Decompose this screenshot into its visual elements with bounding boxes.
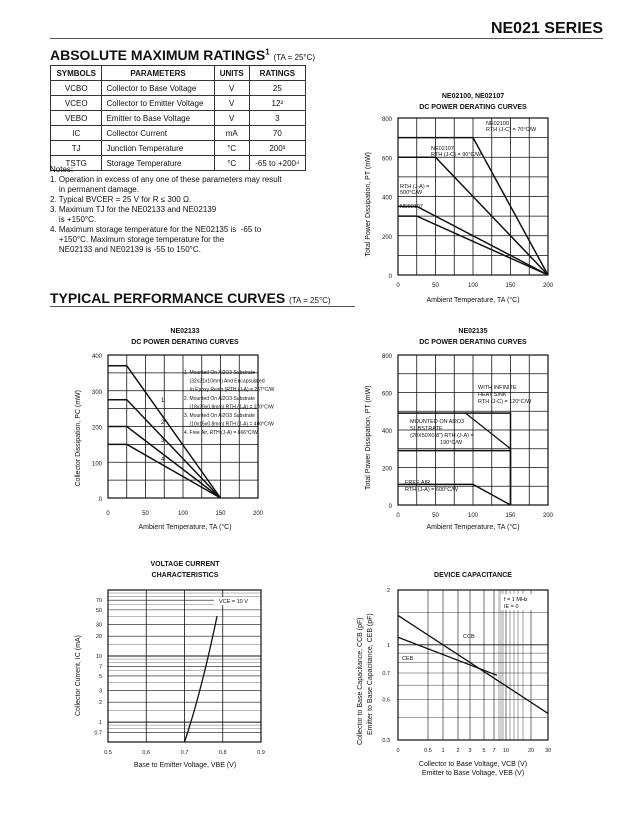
abs-max-heading: ABSOLUTE MAXIMUM RATINGS$^1$ (TA = 25°C) bbox=[50, 47, 316, 63]
table-cell: 25 bbox=[249, 81, 305, 96]
chart5-xtick: 0 bbox=[396, 748, 400, 754]
chart5-curve-ccb bbox=[398, 615, 548, 713]
chart3-ann: RTH (J-A) = 600°C/W bbox=[405, 487, 458, 493]
chart1-ytick: 400 bbox=[381, 195, 392, 202]
chart2-ytick: 300 bbox=[91, 389, 102, 396]
table-cell: V bbox=[214, 81, 249, 96]
chart2-legend-line: (32x21x10mm) And Encapsulated bbox=[184, 378, 265, 385]
chart1-xtick: 200 bbox=[542, 283, 554, 289]
table-cell: Collector to Base Voltage bbox=[102, 81, 214, 96]
table-cell: mA bbox=[214, 126, 249, 141]
notes-title: Notes: bbox=[50, 165, 74, 174]
chart5-xtick: 5 bbox=[482, 748, 486, 754]
chart1-ylabel: Total Power Dissipation, PT (mW) bbox=[365, 151, 372, 257]
chart2-ytick: 200 bbox=[91, 425, 102, 432]
chart3-ylabel: Total Power Dissipation, PT (mW) bbox=[365, 385, 372, 490]
chart3-ytick: 200 bbox=[381, 466, 392, 473]
chart5-xtick: 1 bbox=[441, 748, 445, 754]
table-cell: 12² bbox=[249, 96, 305, 111]
chart5-ytick: 1 bbox=[386, 642, 390, 649]
chart5-ccb-label: CCB bbox=[463, 634, 475, 640]
chart1-ann: NE02107 bbox=[400, 204, 423, 210]
chart4-ytick: 2 bbox=[98, 700, 102, 707]
chart3-ann: (20X50X0.8") RTH (J-A) = bbox=[410, 433, 474, 439]
chart2-ytick: 100 bbox=[91, 461, 102, 468]
chart5-xtick: 0.5 bbox=[424, 748, 432, 754]
chart3-curve-heatsink-slope bbox=[466, 413, 511, 449]
chart3-xtick: 0 bbox=[396, 513, 400, 519]
chart4-xtick: 0.8 bbox=[218, 750, 227, 756]
chart2-curve-label: 3 bbox=[161, 438, 165, 444]
chart3-xtick: 150 bbox=[505, 513, 516, 519]
table-header-cell: PARAMETERS bbox=[102, 66, 214, 81]
chart3-xtick: 200 bbox=[542, 513, 554, 519]
chart3-ann: SUBSTRATE bbox=[410, 426, 443, 432]
table-cell: Collector to Emitter Voltage bbox=[102, 96, 214, 111]
chart4-curve bbox=[185, 616, 218, 742]
table-cell: TSTG bbox=[51, 156, 102, 171]
note-line: 2. Typical BVCER = 25 V for R ≤ 300 Ω. bbox=[50, 195, 192, 204]
note-line: is +150°C. bbox=[50, 215, 97, 224]
chart4-ytick: 10 bbox=[95, 654, 102, 661]
chart2-xtick: 0 bbox=[106, 511, 110, 517]
chart1-ann: RTH (J-A) = bbox=[400, 184, 430, 190]
chart3-xlabel: Ambient Temperature, TA (°C) bbox=[426, 524, 520, 531]
chart4-ytick: 3 bbox=[98, 688, 102, 695]
chart5-title: DEVICE CAPACITANCE bbox=[434, 572, 512, 579]
chart1-subtitle: DC POWER DERATING CURVES bbox=[419, 104, 527, 111]
chart3-ann: HEAT SINK bbox=[478, 392, 507, 398]
chart3-ytick: 800 bbox=[381, 354, 392, 360]
chart2-xtick: 100 bbox=[177, 511, 189, 517]
chart5-ylabel2: Emitter to Base Capacitance, CEB (pF) bbox=[367, 613, 374, 735]
table-cell: °C bbox=[214, 141, 249, 156]
chart2-legend-line: In Epoxy Resin (RTH (J-A) = 267°C/W bbox=[184, 387, 275, 394]
chart2-title: NE02133 bbox=[170, 328, 200, 335]
table-header-cell: SYMBOLS bbox=[51, 66, 102, 81]
chart1-ann: RTH (J-C) = 90°C/W bbox=[431, 152, 482, 158]
chart2-legend-line: 4. Free Air, RTH (J-A) = 666°C/W bbox=[184, 430, 258, 437]
chart2-xtick: 150 bbox=[215, 511, 226, 517]
chart4-ytick: 1 bbox=[98, 720, 102, 727]
chart3-ann: WITH INFINITE bbox=[478, 385, 517, 391]
table-cell: VCEO bbox=[51, 96, 102, 111]
chart2-curve-label: 2 bbox=[161, 420, 165, 426]
chart5-ytick: 0.7 bbox=[382, 671, 390, 678]
chart4-ann: VCE = 10 V bbox=[219, 599, 248, 605]
chart5-xtick: 7 bbox=[492, 748, 496, 754]
chart2-ytick: 400 bbox=[91, 354, 102, 360]
table-cell: V bbox=[214, 96, 249, 111]
chart5-ylabel1: Collector to Base Capacitance, CCB (pF) bbox=[357, 617, 364, 745]
series-title: NE021 SERIES bbox=[490, 20, 603, 37]
chart1-ytick: 600 bbox=[381, 156, 392, 163]
table-cell: VEBO bbox=[51, 111, 102, 126]
note-line: in permanent damage. bbox=[50, 185, 139, 194]
chart5-ytick: 0.5 bbox=[382, 697, 390, 704]
chart2-ylabel: Collector Dissipation, PC (mW) bbox=[75, 390, 82, 487]
chart2-curve-label: 4 bbox=[161, 457, 165, 463]
chart4-xtick: 0.6 bbox=[142, 750, 151, 756]
table-cell: Collector Current bbox=[102, 126, 214, 141]
chart2-xtick: 50 bbox=[142, 511, 149, 517]
chart3-ann: 190°C/W bbox=[440, 440, 463, 446]
chart3-ann: FREE AIR bbox=[405, 480, 431, 486]
table-cell: VCBO bbox=[51, 81, 102, 96]
chart4-title: VOLTAGE CURRENT bbox=[150, 561, 220, 568]
chart4-ytick: 5 bbox=[98, 673, 102, 680]
chart4-ylabel: Collector Current, IC (mA) bbox=[75, 635, 82, 716]
chart5-xtick: 20 bbox=[527, 748, 535, 754]
table-cell: -65 to +200⁴ bbox=[249, 156, 305, 171]
chart1-title: NE02100, NE02107 bbox=[441, 93, 505, 100]
chart2-legend-line: 3. Mounted On Al2O3 Substrate bbox=[184, 413, 255, 419]
table-cell: IC bbox=[51, 126, 102, 141]
chart2-xtick: 200 bbox=[252, 511, 264, 517]
chart1-xtick: 100 bbox=[467, 283, 479, 289]
chart3-subtitle: DC POWER DERATING CURVES bbox=[419, 339, 527, 346]
chart5-ceb-label: CEB bbox=[402, 656, 414, 662]
chart3-ytick: 0 bbox=[388, 504, 392, 510]
chart5-ytick: 2 bbox=[386, 588, 390, 594]
chart5-ann: IE = 0 bbox=[504, 604, 519, 610]
chart1-ann: NE02107 bbox=[431, 146, 454, 152]
chart3-ann: MOUNTED ON Al2O3 bbox=[410, 419, 465, 425]
chart4-ytick: 7 bbox=[98, 664, 102, 671]
note-line: +150°C. Maximum storage temperature for the bbox=[50, 235, 225, 244]
table-cell: V bbox=[214, 111, 249, 126]
chart5-xtick: 30 bbox=[544, 748, 552, 754]
chart4-xtick: 0.9 bbox=[257, 750, 265, 756]
table-cell: Junction Temperature bbox=[102, 141, 214, 156]
chart5-ytick: 0.3 bbox=[382, 738, 390, 744]
chart4-xlabel: Base to Emitter Voltage, VBE (V) bbox=[133, 762, 237, 769]
chart3-ann: RTH (J-C) = 120°C/W bbox=[478, 399, 532, 405]
chart2-xlabel: Ambient Temperature, TA (°C) bbox=[138, 524, 232, 531]
chart1-ytick: 800 bbox=[381, 117, 392, 123]
chart1-xtick: 0 bbox=[396, 283, 400, 289]
chart1-ann: NE02100 bbox=[486, 121, 509, 127]
table-header-cell: UNITS bbox=[214, 66, 249, 81]
chart4-ytick: 70 bbox=[95, 598, 102, 605]
table-cell: TJ bbox=[51, 141, 102, 156]
chart2-curve-label: 1 bbox=[161, 398, 165, 404]
table-cell: Emitter to Base Voltage bbox=[102, 111, 214, 126]
chart3-ytick: 400 bbox=[381, 429, 392, 435]
table-cell: 70 bbox=[249, 126, 305, 141]
chart4-xtick: 0.5 bbox=[104, 750, 112, 756]
chart4-xtick: 0.7 bbox=[180, 750, 189, 756]
chart3-xtick: 100 bbox=[467, 513, 479, 519]
chart2-legend-line: (18x29x0.8mm) RTH (J-A) = 370°C/W bbox=[184, 404, 274, 411]
chart2-subtitle: DC POWER DERATING CURVES bbox=[131, 339, 239, 346]
chart5-xtick: 10 bbox=[502, 748, 510, 754]
chart2-ytick: 0 bbox=[98, 497, 102, 503]
chart3-xtick: 50 bbox=[432, 513, 439, 519]
chart1-xtick: 50 bbox=[432, 283, 439, 289]
chart5-ann: f = 1 MHz bbox=[504, 597, 528, 603]
chart4-ytick: 30 bbox=[95, 622, 102, 629]
table-cell: 200³ bbox=[249, 141, 305, 156]
chart4-ytick: 50 bbox=[95, 607, 102, 614]
chart4-subtitle: CHARACTERISTICS bbox=[151, 572, 219, 579]
chart1-xlabel: Ambient Temperature, TA (°C) bbox=[426, 297, 520, 304]
note-line: 3. Maximum TJ for the NE02133 and NE02139 bbox=[50, 205, 217, 214]
chart1-ann: RTH (J-C) = 70°C/W bbox=[486, 127, 537, 133]
chart5-xtick: 2 bbox=[456, 748, 460, 754]
chart5-xlabel1: Collector to Base Voltage, VCB (V) bbox=[418, 761, 528, 768]
chart5-xlabel2: Emitter to Base Voltage, VEB (V) bbox=[421, 770, 525, 777]
chart5-xtick: 3 bbox=[468, 748, 472, 754]
note-line: 1. Operation in excess of any one of these parameters may result bbox=[50, 175, 282, 184]
chart1-xtick: 150 bbox=[505, 283, 516, 289]
chart1-ytick: 200 bbox=[381, 234, 392, 241]
chart3-ytick: 600 bbox=[381, 391, 392, 398]
typical-heading: TYPICAL PERFORMANCE CURVES (TA = 25°C) bbox=[50, 290, 331, 306]
chart2-legend-line: (10x15x0.8mm) RTH (J-A) = 490°C/W bbox=[184, 421, 274, 428]
chart1-ytick: 0 bbox=[388, 274, 392, 280]
table-cell: °C bbox=[214, 156, 249, 171]
chart3-title: NE02135 bbox=[458, 328, 488, 335]
chart1-ann: 500°C/W bbox=[400, 190, 423, 196]
note-line: 4. Maximum storage temperature for the NE02135 is -65 to bbox=[50, 225, 262, 234]
table-cell: Storage Temperature bbox=[102, 156, 214, 171]
note-line: NE02133 and NE02139 is -55 to 150°C. bbox=[50, 245, 201, 254]
chart2-legend-line: 2. Mounted On Al2O3 Substrate bbox=[184, 395, 255, 402]
chart4-ytick: 20 bbox=[95, 634, 102, 641]
chart4-ytick: 0.7 bbox=[94, 730, 102, 737]
table-cell: 3 bbox=[249, 111, 305, 126]
table-header-cell: RATINGS bbox=[249, 66, 305, 81]
chart2-legend-line: 1. Mounted On Al2O3 Substrate bbox=[184, 370, 255, 376]
